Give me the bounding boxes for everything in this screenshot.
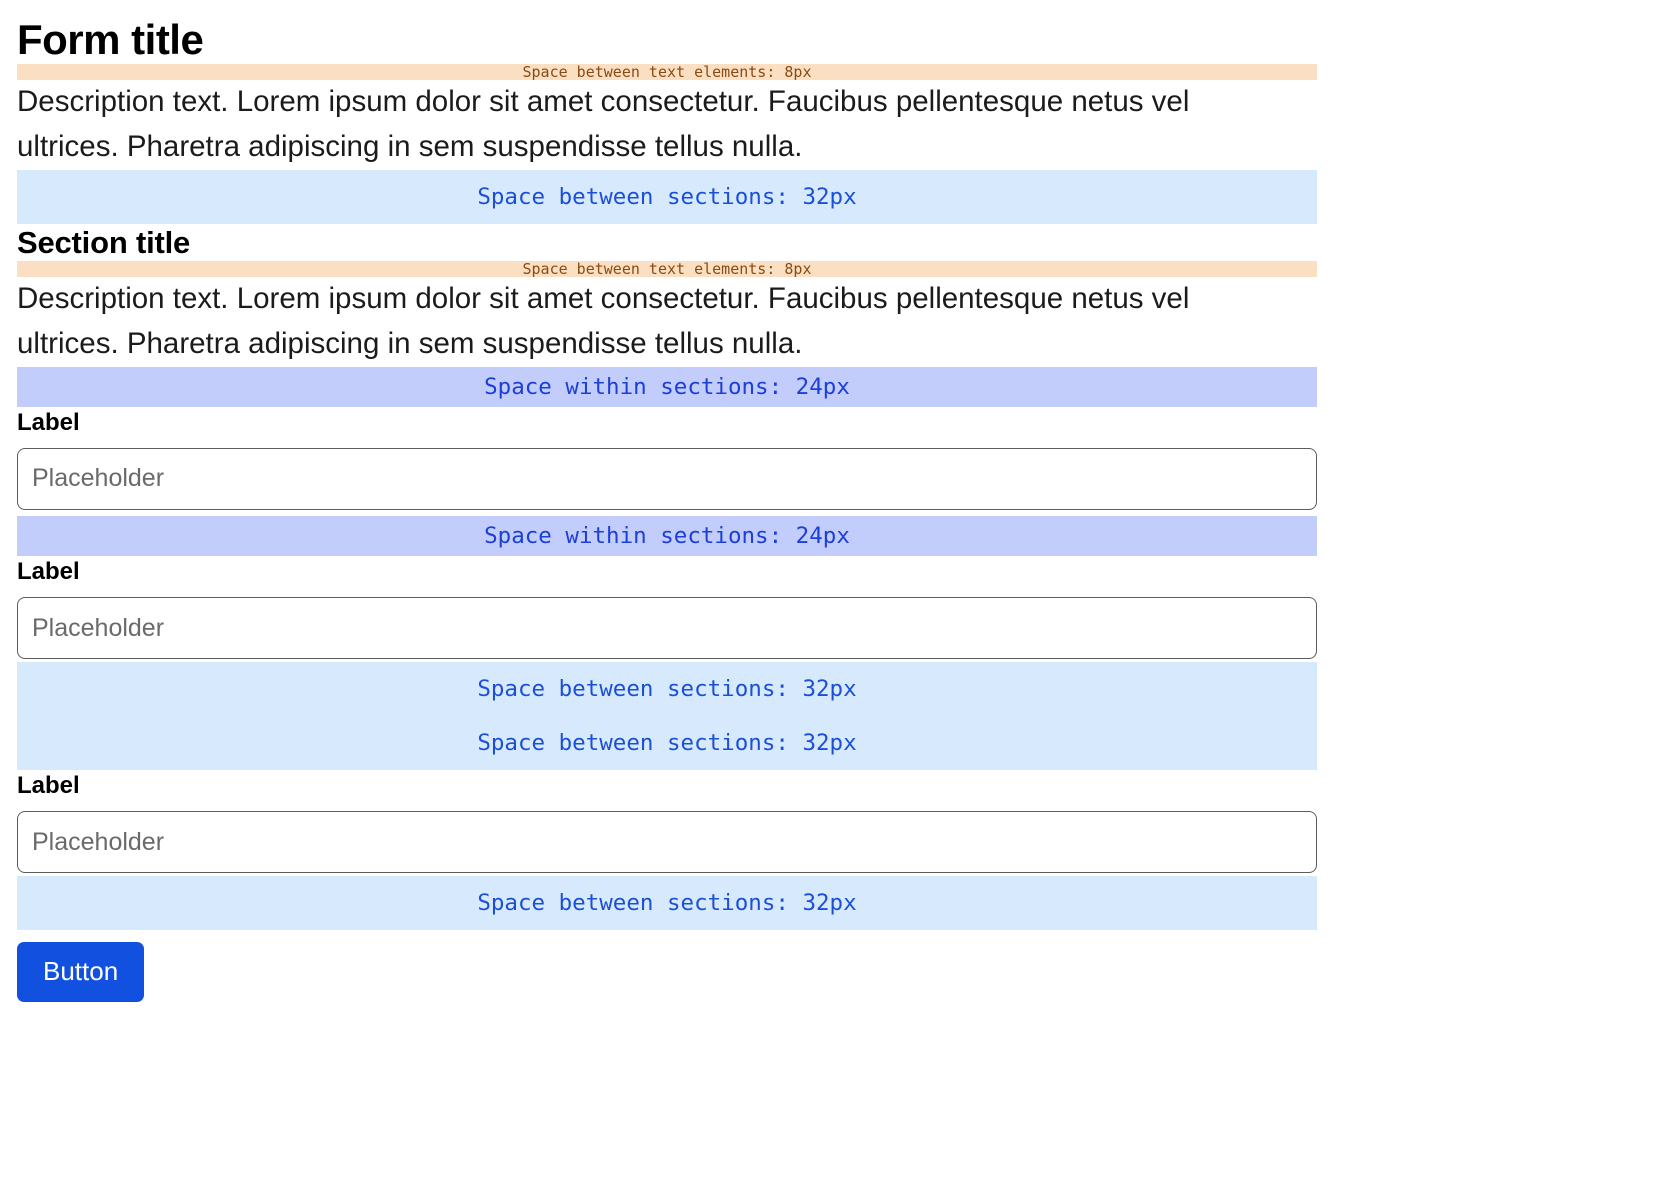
spacer-label: Space between text elements: 8px (522, 259, 812, 278)
spacer-text-elements-1 (17, 64, 1317, 80)
spacer-between-sections-4 (17, 876, 1317, 930)
form-description: Description text. Lorem ipsum dolor sit amet consectetur. Faucibus pellentesque netus vel ultrices. Pharetra adipiscing in sem suspendisse tellus nulla. (17, 85, 1190, 164)
section-description: Description text. Lorem ipsum dolor sit amet consectetur. Faucibus pellentesque netus vel ultrices. Pharetra adipiscing in sem suspendisse tellus nulla. (17, 282, 1190, 360)
page-title: Form title (17, 16, 204, 63)
text-input-2[interactable] (17, 597, 1317, 659)
spacer-label: Space between sections: 32px (477, 730, 857, 757)
text-input-1[interactable] (17, 448, 1317, 510)
submit-button[interactable]: Button (17, 942, 144, 1002)
spacer-label: Space within sections: 24px (484, 522, 850, 549)
spacer-label: Space between sections: 32px (477, 183, 857, 210)
field-label-2: Label (17, 557, 80, 585)
spacer-within-sections-2 (17, 516, 1317, 556)
spacer-between-sections-1 (17, 170, 1317, 224)
spacer-label: Space between sections: 32px (477, 890, 857, 917)
field-label-1: Label (17, 408, 80, 436)
spacer-label: Space between text elements: 8px (522, 62, 812, 81)
section-title: Section title (17, 224, 191, 260)
text-input-3[interactable] (17, 811, 1317, 873)
spacer-label: Space between sections: 32px (477, 676, 857, 703)
spacer-within-sections-1 (17, 367, 1317, 407)
spacer-between-sections-2 (17, 662, 1317, 716)
spacer-label: Space within sections: 24px (484, 373, 850, 400)
spacer-text-elements-2 (17, 261, 1317, 277)
spacer-between-sections-3 (17, 716, 1317, 770)
field-label-3: Label (17, 772, 80, 800)
